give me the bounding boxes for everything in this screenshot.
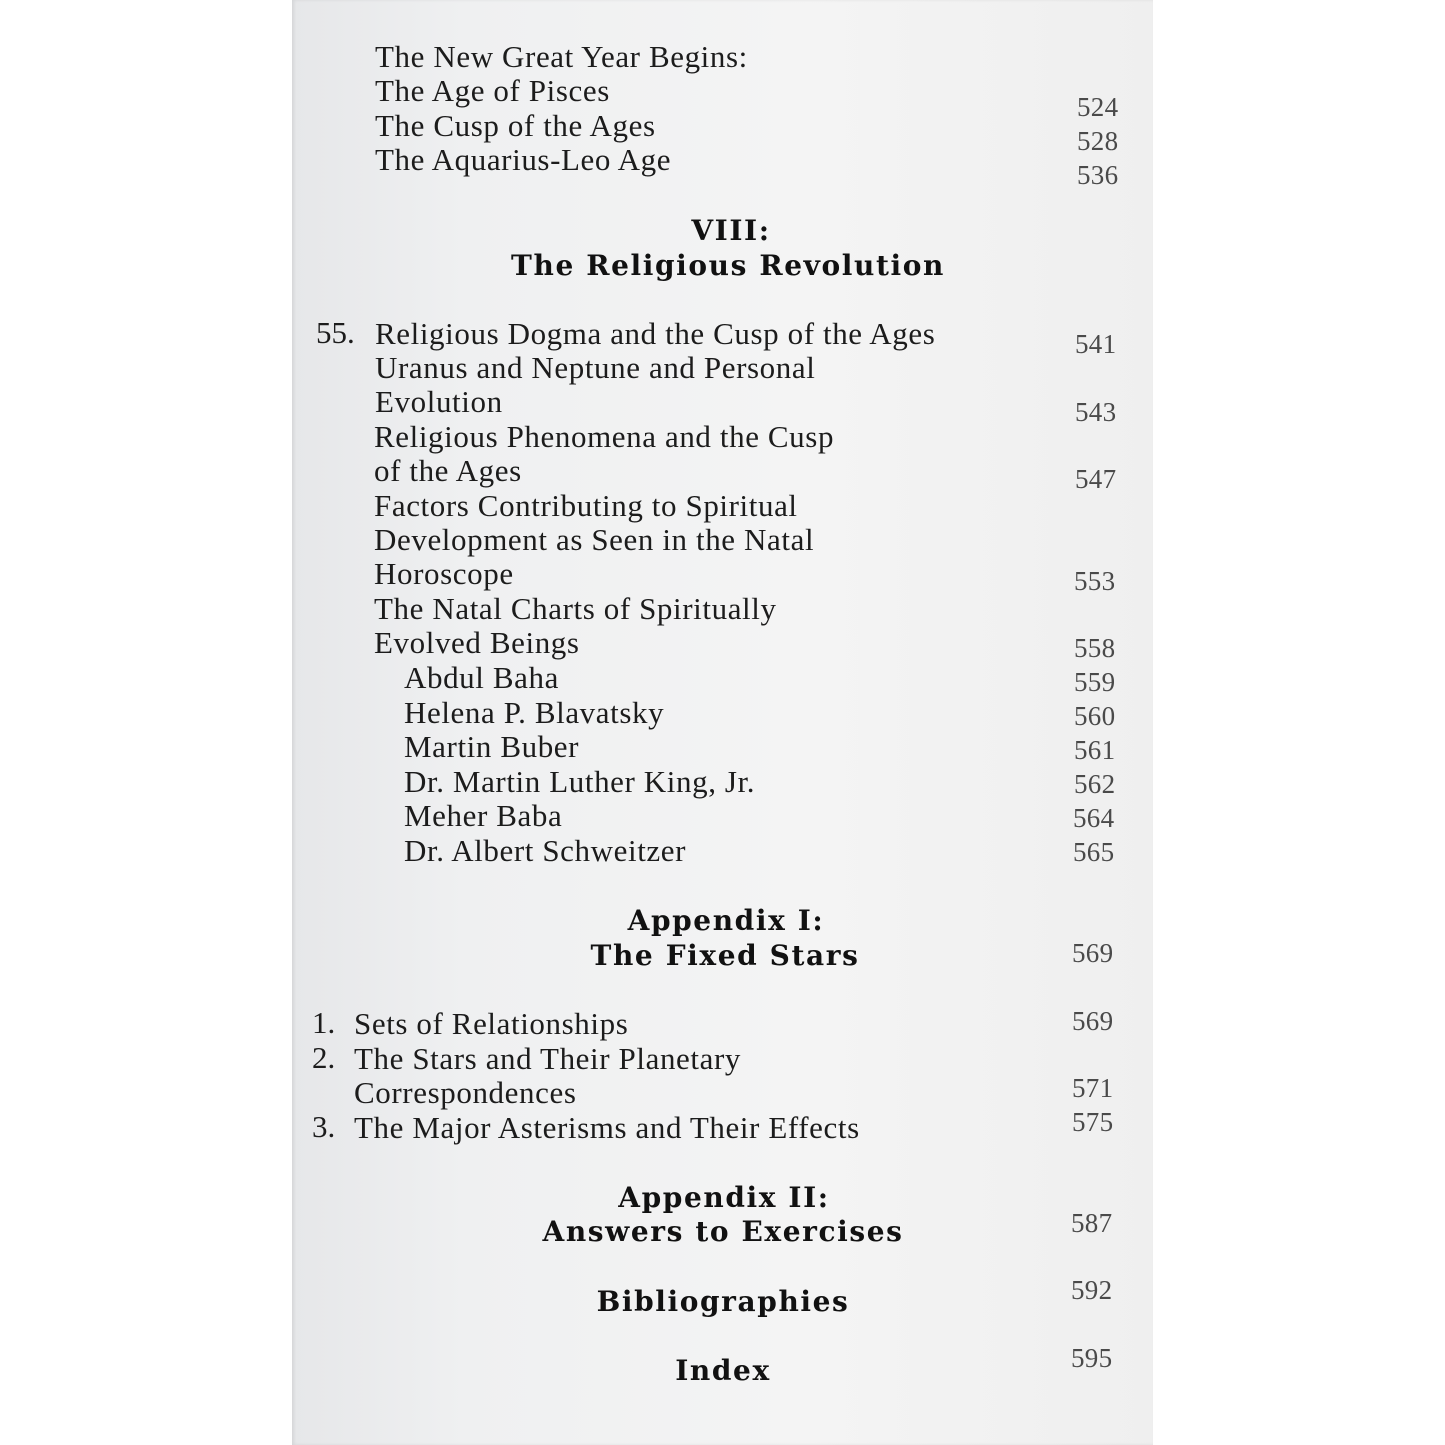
toc-entry-factors: Factors Contributing to Spiritual	[374, 488, 798, 523]
appendix-label-heading: Appendix II:	[618, 1181, 830, 1214]
toc-entry-sets-of-relationships: Sets of Relationships	[354, 1006, 629, 1041]
toc-page-number: 547	[1075, 464, 1117, 494]
toc-entry-religious-dogma: Religious Dogma and the Cusp of the Ages	[375, 316, 936, 351]
toc-entry-uranus-neptune: Uranus and Neptune and Personal	[375, 350, 816, 385]
list-number: 1.	[312, 1005, 336, 1040]
toc-page-number: 541	[1075, 329, 1117, 359]
toc-entry-factors-cont: Development as Seen in the Natal	[374, 522, 815, 557]
toc-page-number: 528	[1077, 126, 1119, 156]
part-number-heading: VIII:	[691, 214, 771, 247]
toc-entry-natal-charts: The Natal Charts of Spiritually	[374, 591, 777, 626]
toc-page-number: 575	[1072, 1107, 1114, 1137]
toc-entry-religious-phenomena: Religious Phenomena and the Cusp	[374, 419, 835, 454]
toc-page-number: 559	[1074, 667, 1116, 697]
toc-subentry-being: Martin Buber	[404, 729, 580, 764]
toc-page-number: 592	[1071, 1275, 1113, 1305]
toc-entry-aquarius-leo: The Aquarius-Leo Age	[375, 142, 672, 177]
bibliographies-heading: Bibliographies	[596, 1285, 850, 1318]
index-heading: Index	[675, 1354, 771, 1387]
toc-subentry-being: Abdul Baha	[404, 660, 559, 695]
toc-entry-stars-planetary: The Stars and Their Planetary	[354, 1041, 741, 1076]
toc-page-number: 564	[1073, 803, 1115, 833]
toc-page-number: 561	[1074, 735, 1116, 765]
toc-entry-factors-cont: Horoscope	[374, 556, 514, 591]
toc-entry-cusp: The Cusp of the Ages	[375, 108, 656, 143]
toc-entry-natal-charts-cont: Evolved Beings	[374, 625, 580, 660]
toc-page-number: 536	[1077, 160, 1119, 190]
toc-entry-uranus-neptune-cont: Evolution	[375, 384, 503, 419]
toc-page-number: 569	[1072, 1006, 1114, 1036]
toc-page-number: 569	[1072, 938, 1114, 968]
toc-subentry-being: Dr. Martin Luther King, Jr.	[404, 764, 756, 799]
toc-page-number: 558	[1074, 633, 1116, 663]
toc-page-number: 560	[1074, 701, 1116, 731]
toc-page-number: 595	[1071, 1343, 1113, 1373]
toc-subentry-being: Helena P. Blavatsky	[404, 695, 665, 730]
toc-subentry-being: Dr. Albert Schweitzer	[404, 833, 687, 868]
toc-page-number: 553	[1074, 566, 1116, 596]
toc-page-number: 543	[1075, 397, 1117, 427]
toc-entry-age-pisces: The Age of Pisces	[375, 73, 610, 108]
toc-page-number: 571	[1072, 1073, 1114, 1103]
toc-page-number: 565	[1073, 837, 1115, 867]
part-title-heading: The Religious Revolution	[511, 249, 945, 282]
toc-page-number: 562	[1074, 769, 1116, 799]
appendix-title-heading: The Fixed Stars	[590, 939, 860, 972]
toc-entry-stars-planetary-cont: Correspondences	[354, 1075, 577, 1110]
toc-page-number: 524	[1077, 92, 1119, 122]
toc-subentry-being: Meher Baba	[404, 798, 563, 833]
list-number: 2.	[312, 1040, 336, 1075]
chapter-number: 55.	[316, 315, 355, 350]
toc-entry-religious-phenomena-cont: of the Ages	[374, 453, 522, 488]
toc-entry-major-asterisms: The Major Asterisms and Their Effects	[354, 1110, 860, 1145]
toc-entry-new-great-year: The New Great Year Begins:	[375, 39, 748, 74]
list-number: 3.	[312, 1109, 336, 1144]
toc-page-number: 587	[1071, 1208, 1113, 1238]
appendix-label-heading: Appendix I:	[627, 904, 825, 937]
appendix-title-heading: Answers to Exercises	[542, 1215, 904, 1248]
